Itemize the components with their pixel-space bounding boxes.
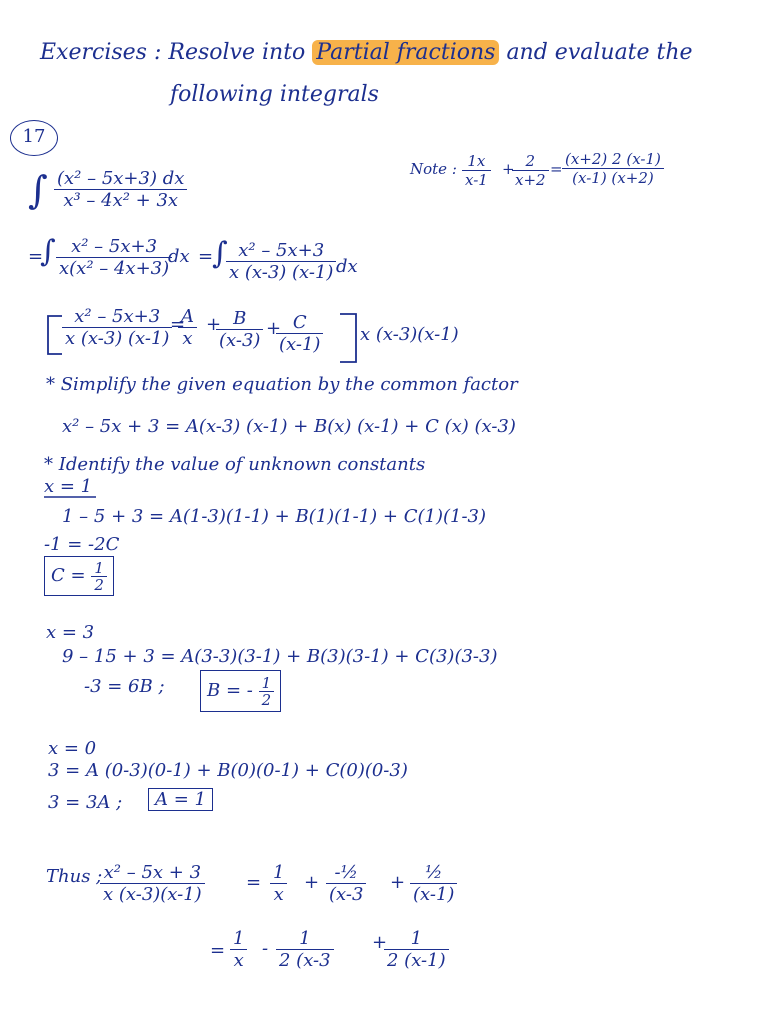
case1-result: -1 = -2C — [44, 534, 120, 555]
problem-number-circle — [10, 120, 58, 156]
note-eq: = — [550, 160, 563, 178]
decomp-c-den: (x-1) — [279, 334, 321, 355]
colon: : — [153, 40, 162, 65]
thus-eq2: = — [210, 940, 226, 961]
case2-answer-box — [200, 670, 281, 712]
note-f1-num: 1x — [462, 152, 491, 171]
right-bracket — [340, 314, 356, 362]
note-result-den: (x-1) (x+2) — [572, 169, 654, 187]
decomp-b-den: (x-3) — [219, 330, 261, 351]
thus-t2-den: (x-3 — [329, 884, 364, 905]
case2-answer-fraction — [259, 675, 275, 708]
thus-u2-fraction — [276, 928, 334, 971]
step1-eq2: = — [198, 246, 214, 267]
case3-result: 3 = 3A ; — [48, 792, 123, 813]
decomp-eq: = — [170, 314, 186, 335]
thus-t2-num: -½ — [326, 862, 366, 884]
thus-lhs-fraction — [100, 862, 205, 905]
step1-den1: x(x² – 4x+3) — [59, 258, 170, 279]
step1-num2: x² – 5x+3 — [226, 240, 336, 262]
thus-u1-num: 1 — [230, 928, 247, 950]
note-result-num: (x+2) 2 (x-1) — [562, 150, 664, 169]
note-f1-den: x-1 — [465, 171, 488, 189]
note-fraction-1 — [462, 152, 491, 189]
thus-u2-den: 2 (x-3 — [279, 950, 331, 971]
thus-u1-fraction — [230, 928, 247, 971]
case3-equation: 3 = A (0-3)(0-1) + B(0)(0-1) + C(0)(0-3) — [48, 760, 408, 781]
integral-sign: ∫ — [28, 168, 48, 212]
thus-t3-fraction — [410, 862, 457, 905]
exercises-word: Exercises — [40, 40, 147, 65]
decomp-multiplier: x (x-3)(x-1) — [360, 324, 459, 345]
identify-note: * Identify the value of unknown constants — [44, 454, 426, 475]
thus-u1-den: x — [233, 950, 244, 971]
note-fraction-2 — [512, 152, 549, 189]
thus-u2-num: 1 — [276, 928, 334, 950]
step1-eq: = — [28, 246, 44, 267]
integrand-num-text: (x² – 5x+3) — [57, 168, 157, 189]
thus-u3-num: 1 — [384, 928, 449, 950]
instruction-line2: following integrals — [170, 82, 379, 107]
left-bracket — [48, 316, 62, 354]
thus-plus2: + — [390, 872, 406, 893]
decomp-lhs-den: x (x-3) (x-1) — [65, 328, 170, 349]
thus-label: Thus ; — [46, 866, 103, 887]
decomp-plus2: + — [266, 318, 282, 339]
exercises-label — [40, 40, 693, 65]
thus-lhs-num: x² – 5x + 3 — [100, 862, 205, 884]
thus-lhs-den: x (x-3)(x-1) — [103, 884, 202, 905]
thus-t3-num: ½ — [410, 862, 457, 884]
step1-fraction-1 — [56, 236, 172, 279]
decomp-a-den: x — [182, 328, 193, 349]
note-plus: + — [502, 160, 515, 178]
thus-eq: = — [246, 872, 262, 893]
step1-integral-2: ∫ — [212, 236, 228, 271]
thus-minus: - — [262, 938, 269, 959]
thus-t1-den: x — [273, 884, 284, 905]
decomp-lhs-fraction — [62, 306, 172, 349]
case2-x: x = 3 — [46, 622, 95, 643]
simplify-note: * Simplify the given equation by the common factor — [46, 374, 518, 395]
decomp-a-num: A — [178, 306, 197, 328]
integrand-fraction — [54, 168, 187, 211]
case1-answer-den: 2 — [94, 575, 104, 594]
highlighted-phrase: Partial fractions — [312, 40, 499, 65]
problem-number: 17 — [22, 126, 46, 147]
thus-t2-fraction — [326, 862, 366, 905]
case3-answer-box: A = 1 — [148, 788, 213, 811]
decomp-lhs-num: x² – 5x+3 — [62, 306, 172, 328]
integrand-denominator: x³ – 4x² + 3x — [63, 190, 179, 211]
note-result-fraction — [562, 150, 664, 187]
decomp-plus1: + — [206, 314, 222, 335]
case1-answer-box — [44, 556, 114, 596]
thus-t1-num: 1 — [270, 862, 287, 884]
decomp-c-num: C — [276, 312, 323, 334]
step1-dx1: dx — [168, 246, 190, 267]
decomp-b-num: B — [216, 308, 263, 330]
instruction-pre: Resolve into — [168, 40, 306, 65]
note-f2-num: 2 — [512, 152, 549, 171]
step1-den2: x (x-3) (x-1) — [229, 262, 334, 283]
note-label: Note : — [410, 160, 457, 178]
step1-integral: ∫ — [40, 234, 56, 269]
decomp-c-fraction — [276, 312, 323, 355]
step1-num1: x² – 5x+3 — [56, 236, 172, 258]
case2-result: -3 = 6B ; — [84, 676, 165, 697]
thus-u3-fraction — [384, 928, 449, 971]
decomp-a-fraction — [178, 306, 197, 349]
case1-equation: 1 – 5 + 3 = A(1-3)(1-1) + B(1)(1-1) + C(1)(1-3) — [62, 506, 487, 527]
thus-t3-den: (x-1) — [413, 884, 455, 905]
integrand-dx: dx — [162, 168, 185, 189]
case2-answer-num: 1 — [259, 675, 275, 692]
case1-answer-fraction — [91, 560, 107, 593]
decomp-b-fraction — [216, 308, 263, 351]
case2-answer-lhs: B = - — [207, 680, 253, 701]
step1-dx2: dx — [336, 256, 358, 277]
thus-u3-den: 2 (x-1) — [387, 950, 446, 971]
thus-plus3: + — [372, 932, 388, 953]
step1-fraction-2 — [226, 240, 336, 283]
case2-answer-den: 2 — [261, 690, 272, 709]
case1-answer-num: 1 — [91, 560, 107, 577]
thus-plus1: + — [304, 872, 320, 893]
case1-x: x = 1 — [44, 476, 93, 497]
case3-x: x = 0 — [48, 738, 97, 759]
case1-answer-lhs: C = — [51, 565, 86, 586]
instruction-post: and evaluate the — [506, 40, 693, 65]
simplify-equation: x² – 5x + 3 = A(x-3) (x-1) + B(x) (x-1) + C (x) (x-3) — [62, 416, 516, 437]
note-f2-den: x+2 — [515, 171, 546, 189]
thus-t1-fraction — [270, 862, 287, 905]
integrand-numerator — [54, 168, 187, 190]
case2-equation: 9 – 15 + 3 = A(3-3)(3-1) + B(3)(3-1) + C(3)(3-3) — [62, 646, 498, 667]
